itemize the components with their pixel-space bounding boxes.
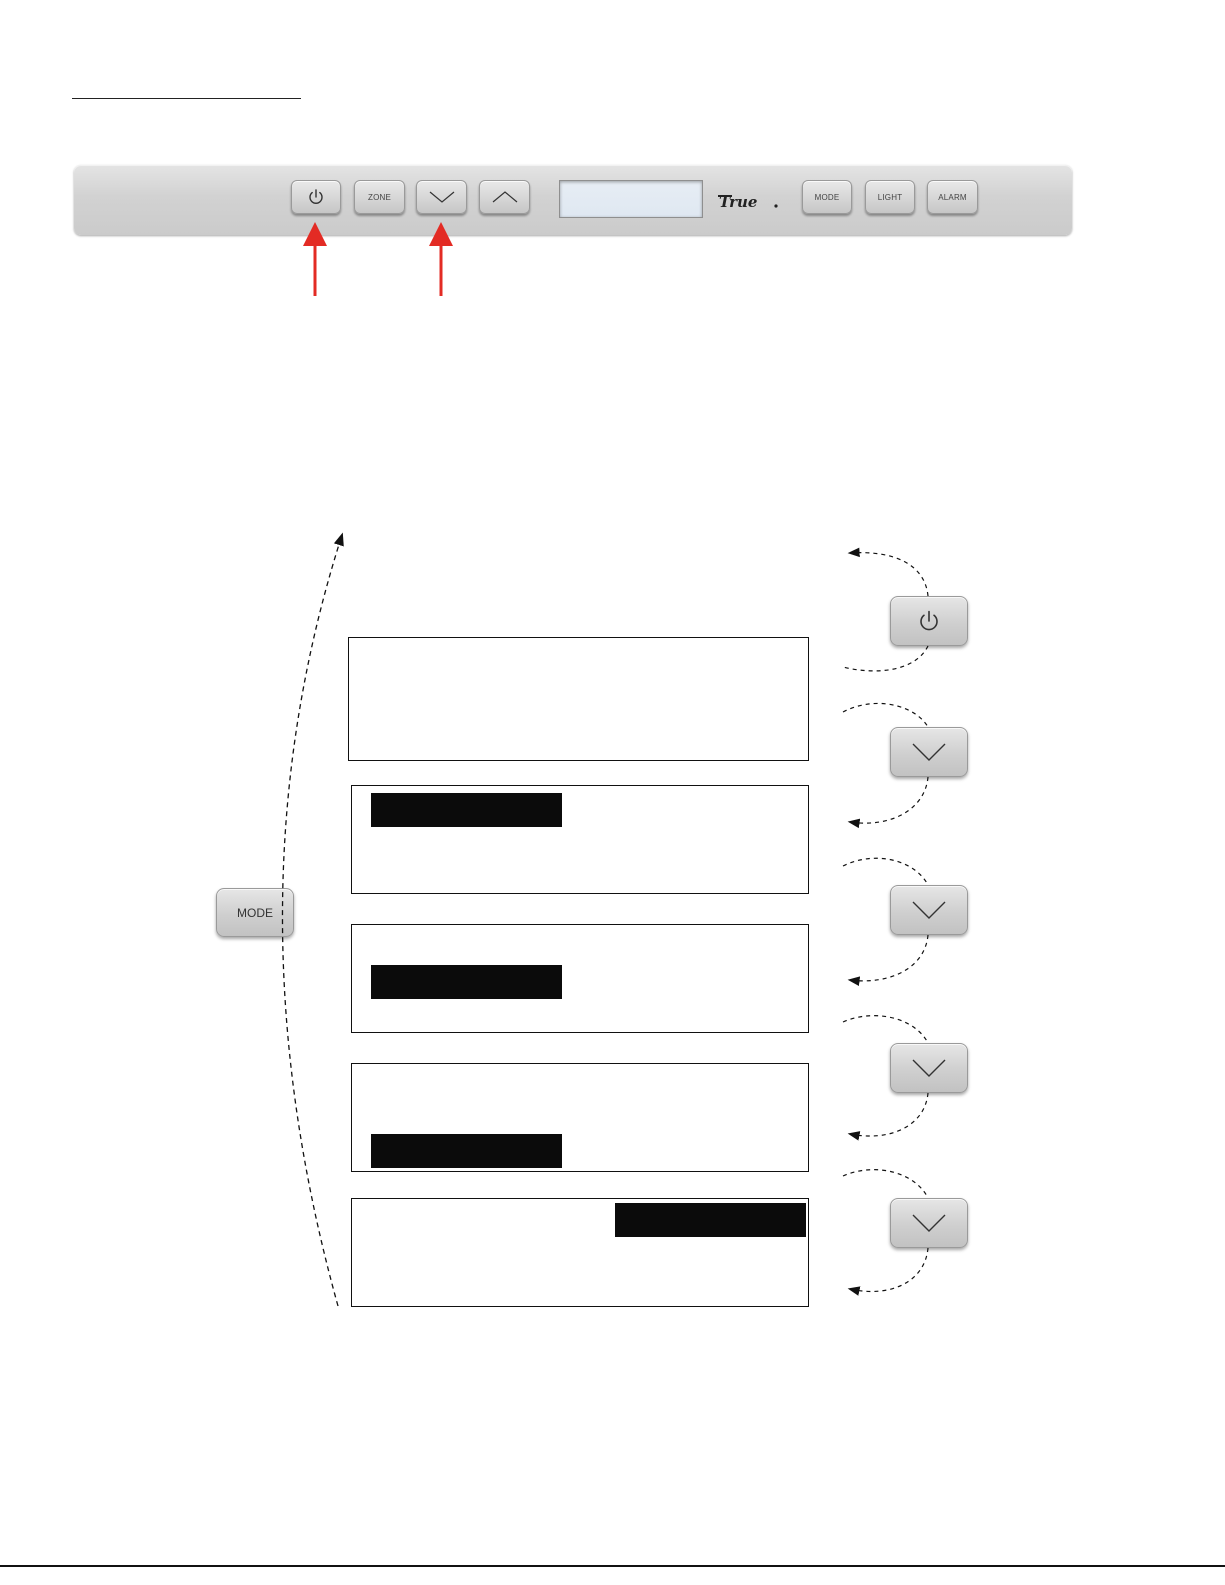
dashed-arrow	[843, 1016, 928, 1043]
logo-text: True	[719, 193, 758, 211]
mode-key[interactable]: MODE	[216, 888, 294, 937]
dashed-arrow	[850, 777, 928, 823]
alarm-button[interactable]: ALARM	[927, 180, 978, 214]
dashed-arrow	[850, 553, 928, 596]
dashed-arrow	[850, 1093, 928, 1136]
dashed-arrow	[843, 858, 928, 885]
mode-cycle-arrow	[282, 535, 342, 1306]
dashed-arrow	[843, 1170, 928, 1198]
dashed-arrow	[843, 646, 928, 671]
dashed-arrow	[843, 703, 928, 727]
footer-rule	[0, 1565, 1225, 1567]
dashed-arrow	[850, 1248, 928, 1291]
dashed-arrow	[850, 935, 928, 981]
light-button[interactable]: LIGHT	[865, 180, 915, 214]
zone-button[interactable]: ZONE	[354, 180, 405, 214]
mode-button[interactable]: MODE	[802, 180, 852, 214]
